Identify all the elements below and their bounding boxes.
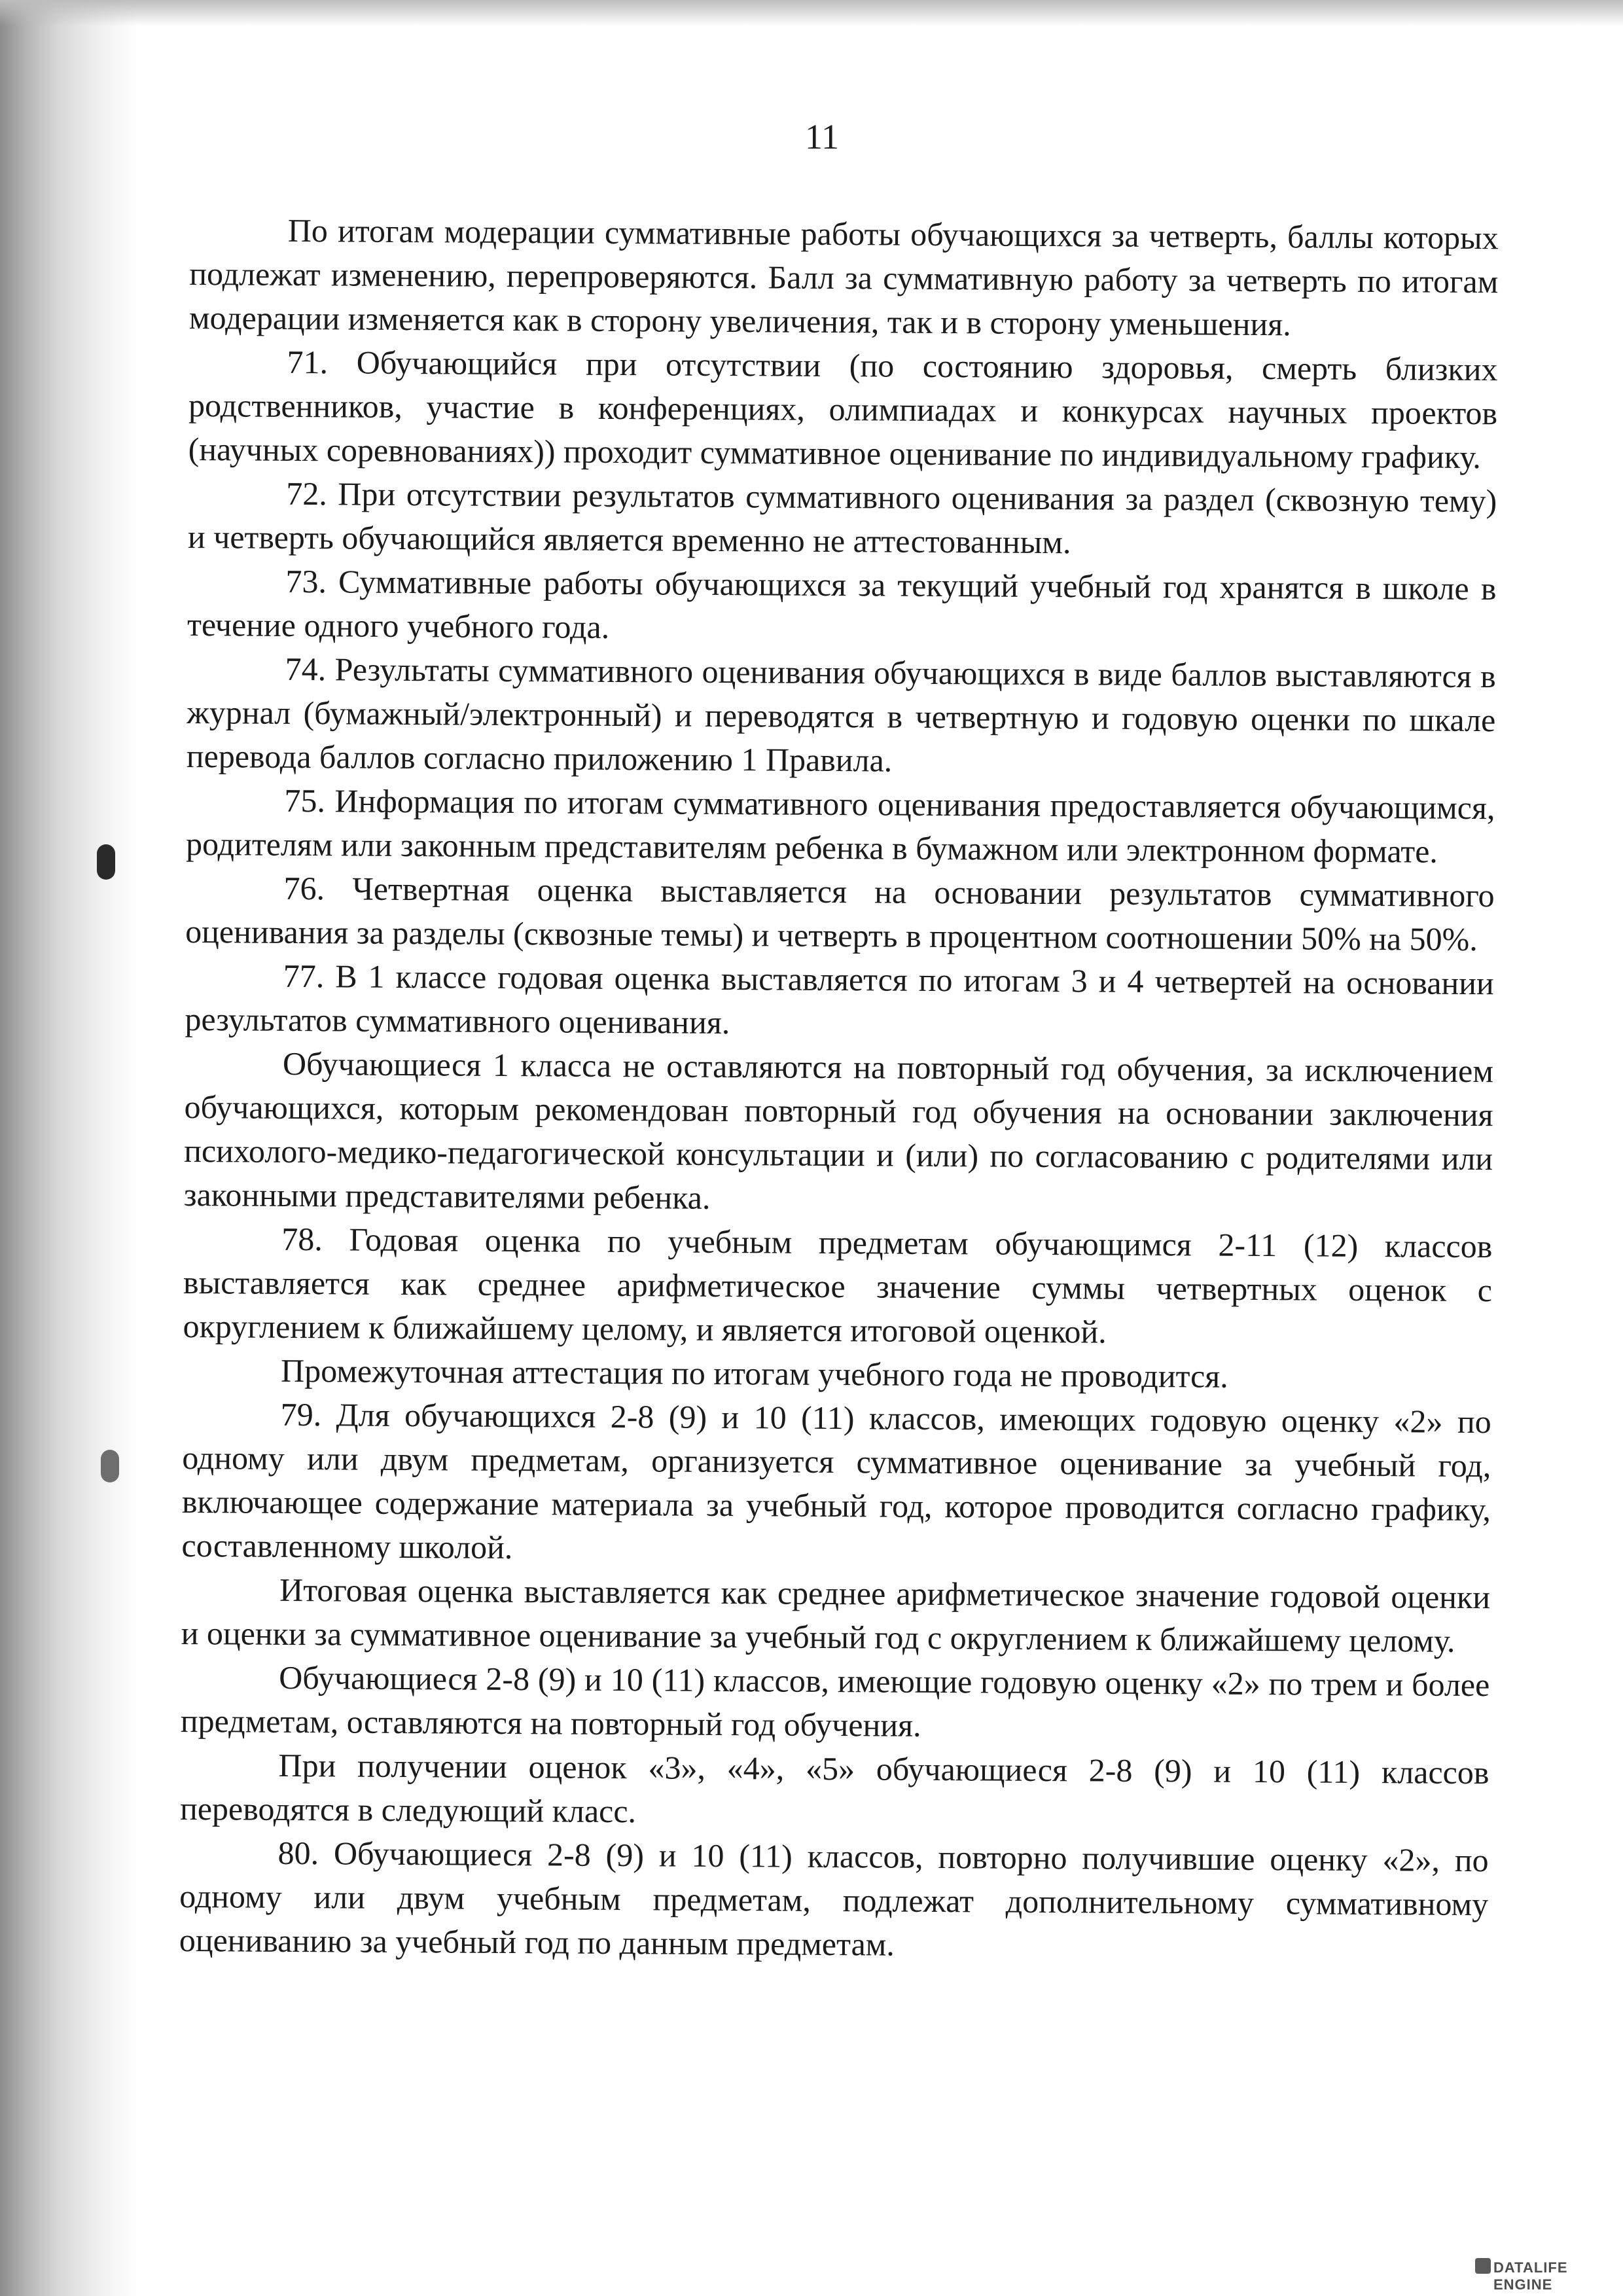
paragraph: 74. Результаты суммативного оценивания обучающихся в виде баллов выставляются в журнал (бумажный/электронный) и переводятся в четвертную и годовую оценки по шкале перевода баллов согласно приложению 1 Правила. [186, 650, 1496, 779]
paragraph: 75. Информация по итогам суммативного оценивания предоставляется обучающимся, родителям или законным представителям ребенка в бумажном или электронном формате. [185, 781, 1495, 870]
punch-hole-mark [101, 1450, 119, 1482]
page-number: 11 [805, 117, 839, 156]
watermark: DATALIFE ENGINE [1493, 2259, 1568, 2293]
paragraph: Промежуточная аттестация по итогам учебного года не проводится. [280, 1352, 1228, 1395]
paragraph: 76. Четвертная оценка выставляется на основании результатов суммативного оценивания за разделы (сквозные темы) и четверть в процентном соотношении 50% на 50%. [185, 869, 1495, 958]
paragraph: 78. Годовая оценка по учебным предметам обучающимся 2-11 (12) классов выставляется как среднее арифметическое значение суммы четвертных оценок с округлением к ближайшему целому, и является итоговой оценкой. [183, 1220, 1493, 1350]
punch-hole-mark [97, 844, 115, 880]
paragraph: Обучающиеся 1 класса не оставляются на повторный год обучения, за исключением обучающихся, которым рекомендован повторный год обучения на основании заключения психолого-медико-педагогической консультации и (или) по согласованию с родителями или законными представителями ребенка. [183, 1045, 1494, 1216]
paragraph: 80. Обучающиеся 2-8 (9) и 10 (11) классов, повторно получившие оценку «2», по одному или двум учебным предметам, подлежат дополнительному суммативному оцениванию за учебный год по данным предметам. [179, 1834, 1489, 1963]
paragraph: 72. При отсутствии результатов суммативного оценивания за раздел (сквозную тему) и четверть обучающийся является временно не аттестованным. [187, 475, 1497, 561]
document-body [179, 208, 1499, 1970]
paragraph: По итогам модерации суммативные работы обучающихся за четверть, баллы которых подлежат изменению, перепроверяются. Балл за суммативную работу за четверть по итогам модерации изменяется как в сторону увеличения, так и в сторону уменьшения. [188, 211, 1499, 343]
paragraph: 71. Обучающийся при отсутствии (по состоянию здоровья, смерть близких родственников, участие в конференциях, олимпиадах и конкурсах научных проектов (научных соревнованиях)) проходит суммативное оценивание по индивидуальному графику. [188, 343, 1498, 476]
scan-shadow-edge [0, 0, 137, 2296]
paragraph: 73. Суммативные работы обучающихся за текущий учебный год хранятся в школе в течение одного учебного года. [187, 562, 1497, 645]
paragraph: Итоговая оценка выставляется как среднее арифметическое значение годовой оценки и оценки за суммативное оценивание за учебный год с округлением к ближайшему целому. [181, 1571, 1491, 1659]
paragraph: 79. Для обучающихся 2-8 (9) и 10 (11) классов, имеющих годовую оценку «2» по одному или двум предметам, организуется суммативное оценивание за учебный год, включающее содержание материала за учебный год, которое проводится согласно графику, составленному школой. [181, 1395, 1491, 1566]
paragraph: Обучающиеся 2-8 (9) и 10 (11) классов, имеющие годовую оценку «2» по трем и более предметам, оставляются на повторный год обучения. [180, 1659, 1490, 1744]
datalife-logo-icon [1475, 2258, 1491, 2274]
paragraph: 77. В 1 классе годовая оценка выставляется по итогам 3 и 4 четвертей на основании результатов суммативного оценивания. [185, 957, 1494, 1041]
scan-shadow-top [0, 0, 1623, 26]
paragraph: При получении оценок «3», «4», «5» обучающиеся 2-8 (9) и 10 (11) классов переводятся в следующий класс. [179, 1746, 1489, 1830]
